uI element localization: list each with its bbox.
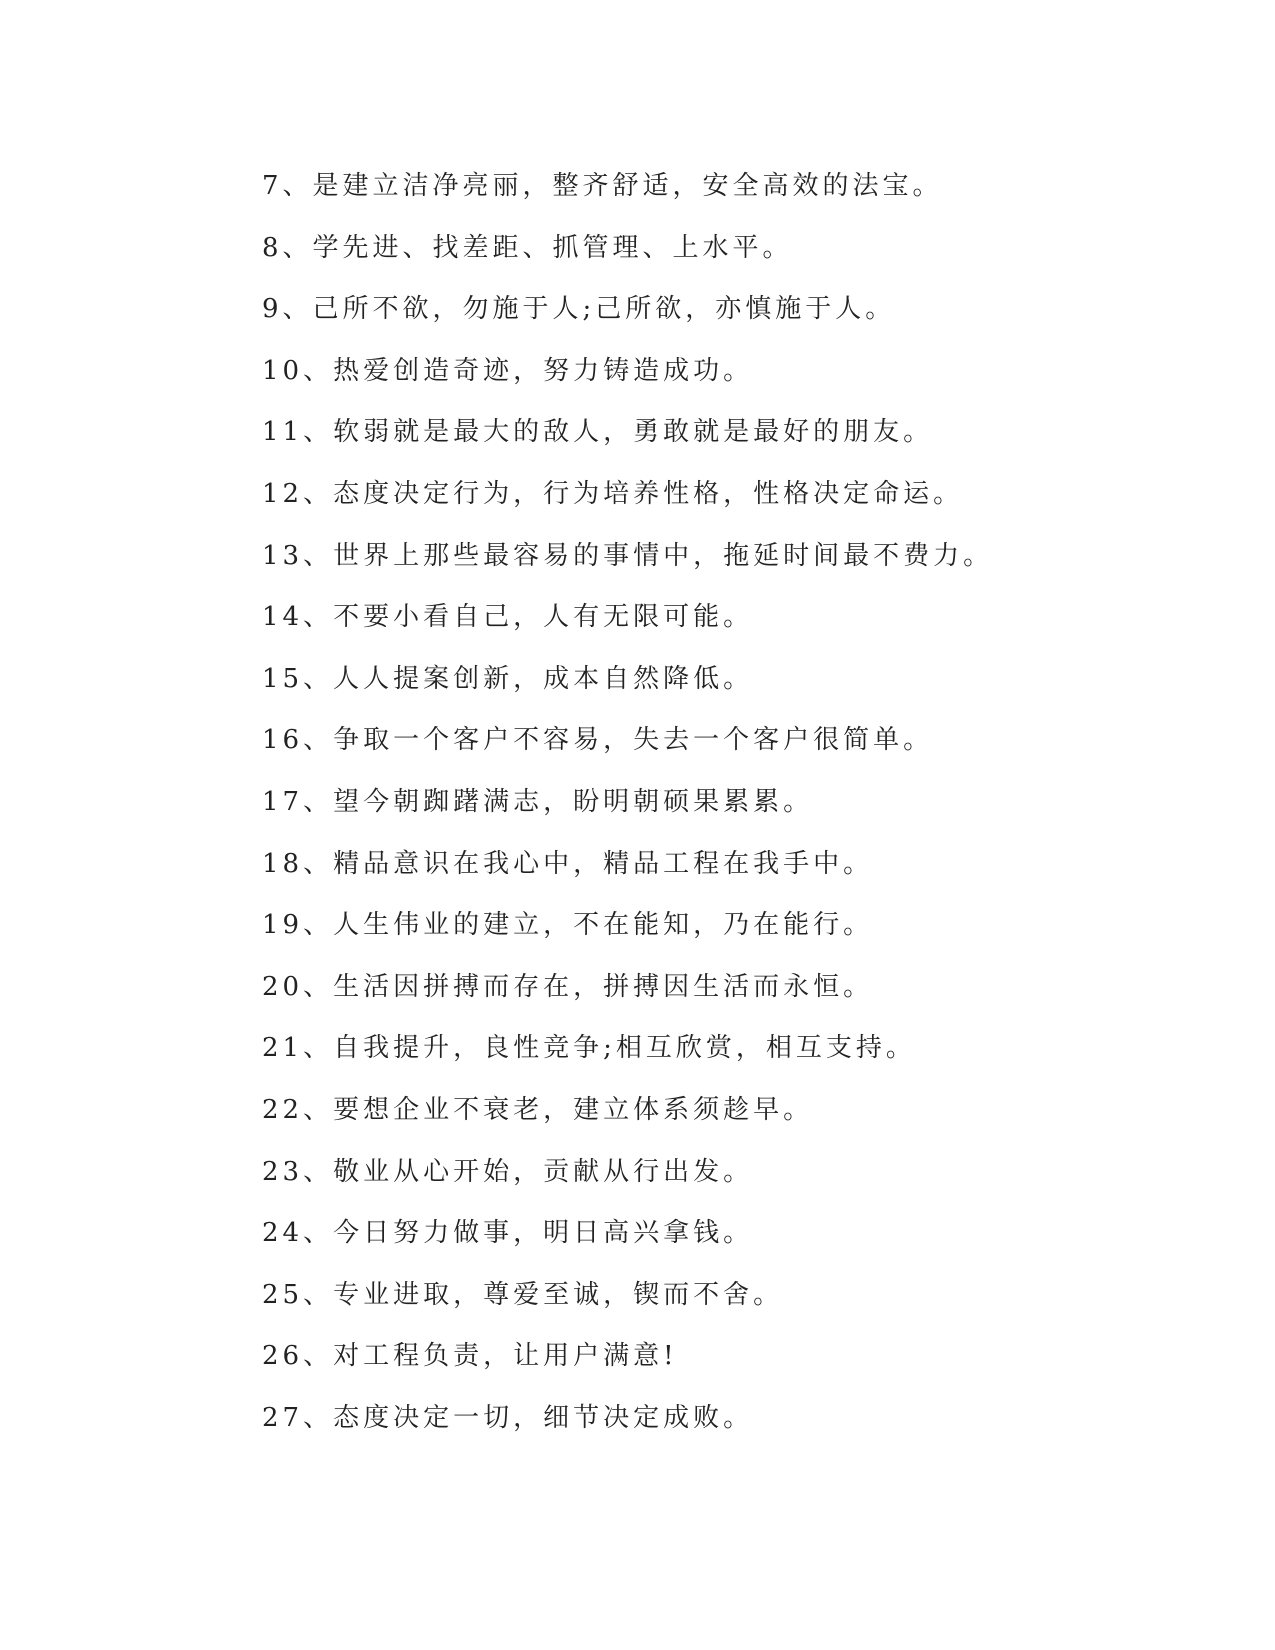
list-item: 9、己所不欲，勿施于人;己所欲，亦慎施于人。 [262,294,896,325]
list-item: 23、敬业从心开始，贡献从行出发。 [262,1156,754,1187]
list-item: 27、态度决定一切，细节决定成败。 [262,1402,754,1433]
list-item: 21、自我提升，良性竞争;相互欣赏，相互支持。 [262,1033,916,1064]
list-item: 22、要想企业不衰老，建立体系须趁早。 [262,1094,814,1125]
list-item: 16、争取一个客户不容易，失去一个客户很简单。 [262,725,934,756]
list-item: 10、热爱创造奇迹，努力铸造成功。 [262,355,754,386]
list-item: 25、专业进取，尊爱至诚，锲而不舍。 [262,1279,784,1310]
list-item: 20、生活因拼搏而存在，拼搏因生活而永恒。 [262,971,874,1002]
list-item: 8、学先进、找差距、抓管理、上水平。 [262,232,793,263]
list-item: 17、望今朝踟躇满志，盼明朝硕果累累。 [262,786,814,817]
list-item: 24、今日努力做事，明日高兴拿钱。 [262,1218,754,1249]
list-item: 11、软弱就是最大的敌人，勇敢就是最好的朋友。 [262,417,934,448]
list-item: 19、人生伟业的建立，不在能知，乃在能行。 [262,910,874,941]
list-item: 13、世界上那些最容易的事情中，拖延时间最不费力。 [262,540,994,571]
list-item: 12、态度决定行为，行为培养性格，性格决定命运。 [262,478,964,509]
list-item: 15、人人提案创新，成本自然降低。 [262,663,754,694]
list-item: 7、是建立洁净亮丽，整齐舒适，安全高效的法宝。 [262,171,943,201]
list-item: 18、精品意识在我心中，精品工程在我手中。 [262,848,874,879]
list-item: 14、不要小看自己，人有无限可能。 [262,602,754,633]
list-item: 26、对工程负责，让用户满意! [262,1341,678,1372]
slogan-list [262,166,1022,1459]
